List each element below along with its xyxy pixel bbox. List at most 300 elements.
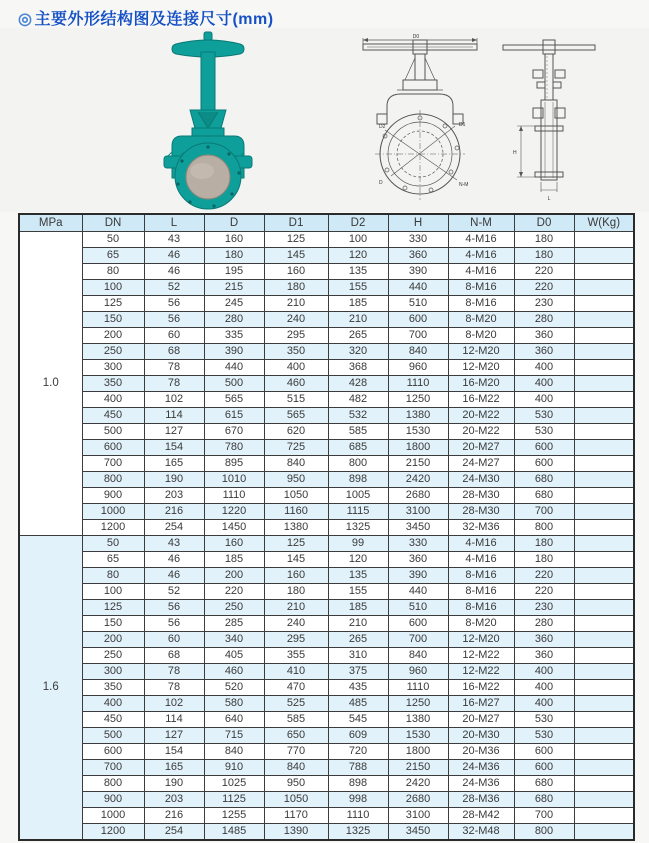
table-cell: 102 bbox=[144, 696, 204, 712]
table-cell: 60 bbox=[144, 632, 204, 648]
table-cell: 900 bbox=[82, 488, 144, 504]
table-cell: 220 bbox=[514, 568, 574, 584]
table-cell: 135 bbox=[328, 264, 388, 280]
table-cell: 1005 bbox=[328, 488, 388, 504]
table-cell: 482 bbox=[328, 392, 388, 408]
table-cell: 216 bbox=[144, 504, 204, 520]
table-cell: 960 bbox=[388, 664, 448, 680]
table-cell: 715 bbox=[204, 728, 264, 744]
table-cell: 355 bbox=[264, 648, 328, 664]
table-row bbox=[19, 264, 634, 280]
mpa-group-label: 1.6 bbox=[19, 536, 82, 841]
table-cell bbox=[574, 264, 634, 280]
table-row bbox=[19, 504, 634, 520]
table-cell: 525 bbox=[264, 696, 328, 712]
table-cell: 1380 bbox=[388, 408, 448, 424]
table-cell: 250 bbox=[204, 600, 264, 616]
table-cell: 120 bbox=[328, 552, 388, 568]
table-cell: 428 bbox=[328, 376, 388, 392]
table-cell: 368 bbox=[328, 360, 388, 376]
table-cell: 28-M36 bbox=[448, 792, 514, 808]
table-cell: 24-M36 bbox=[448, 760, 514, 776]
table-cell: 56 bbox=[144, 296, 204, 312]
table-cell bbox=[574, 632, 634, 648]
table-cell: 375 bbox=[328, 664, 388, 680]
table-cell bbox=[574, 280, 634, 296]
table-cell: 585 bbox=[328, 424, 388, 440]
table-cell: 1010 bbox=[204, 472, 264, 488]
table-cell: 1000 bbox=[82, 808, 144, 824]
table-cell: 185 bbox=[204, 552, 264, 568]
table-cell: 1325 bbox=[328, 824, 388, 841]
table-cell: 145 bbox=[264, 552, 328, 568]
table-cell: 8-M16 bbox=[448, 568, 514, 584]
table-cell: 670 bbox=[204, 424, 264, 440]
table-cell: 195 bbox=[204, 264, 264, 280]
table-cell: 16-M22 bbox=[448, 392, 514, 408]
table-cell: 800 bbox=[514, 520, 574, 536]
table-cell: 240 bbox=[264, 312, 328, 328]
table-cell: 400 bbox=[82, 696, 144, 712]
table-cell: 210 bbox=[264, 296, 328, 312]
table-cell: 210 bbox=[264, 600, 328, 616]
table-cell: 600 bbox=[514, 440, 574, 456]
table-cell: 400 bbox=[514, 680, 574, 696]
table-row bbox=[19, 712, 634, 728]
table-cell: 330 bbox=[388, 232, 448, 248]
table-cell: 2680 bbox=[388, 488, 448, 504]
table-cell: 250 bbox=[82, 648, 144, 664]
table-cell: 1220 bbox=[204, 504, 264, 520]
table-cell: 515 bbox=[264, 392, 328, 408]
table-cell: 56 bbox=[144, 600, 204, 616]
table-cell: 180 bbox=[204, 248, 264, 264]
table-cell: 400 bbox=[264, 360, 328, 376]
table-cell: 390 bbox=[388, 264, 448, 280]
table-cell bbox=[574, 760, 634, 776]
table-cell: 99 bbox=[328, 536, 388, 552]
table-cell: 1025 bbox=[204, 776, 264, 792]
table-cell: 530 bbox=[514, 408, 574, 424]
table-cell: 265 bbox=[328, 328, 388, 344]
dim-label-d: D bbox=[379, 180, 383, 186]
table-cell: 28-M42 bbox=[448, 808, 514, 824]
table-cell: 125 bbox=[264, 536, 328, 552]
column-header: D2 bbox=[328, 214, 388, 232]
table-cell: 3450 bbox=[388, 520, 448, 536]
table-cell: 46 bbox=[144, 264, 204, 280]
table-cell: 56 bbox=[144, 616, 204, 632]
table-cell: 1125 bbox=[204, 792, 264, 808]
valve-outline-side-view bbox=[503, 40, 595, 202]
table-cell: 20-M36 bbox=[448, 744, 514, 760]
page-title bbox=[18, 6, 274, 29]
table-cell: 600 bbox=[514, 456, 574, 472]
table-cell bbox=[574, 408, 634, 424]
table-cell: 585 bbox=[264, 712, 328, 728]
table-cell: 400 bbox=[514, 360, 574, 376]
table-cell: 485 bbox=[328, 696, 388, 712]
table-cell: 3100 bbox=[388, 808, 448, 824]
table-cell: 450 bbox=[82, 408, 144, 424]
table-cell: 530 bbox=[514, 728, 574, 744]
table-cell: 215 bbox=[204, 280, 264, 296]
table-cell: 1160 bbox=[264, 504, 328, 520]
table-row bbox=[19, 296, 634, 312]
table-cell: 56 bbox=[144, 312, 204, 328]
table-cell: 360 bbox=[514, 648, 574, 664]
table-cell: 532 bbox=[328, 408, 388, 424]
table-cell: 700 bbox=[514, 504, 574, 520]
table-row bbox=[19, 520, 634, 536]
column-header: MPa bbox=[19, 214, 82, 232]
table-cell: 400 bbox=[514, 664, 574, 680]
table-cell: 350 bbox=[82, 376, 144, 392]
table-cell: 24-M27 bbox=[448, 456, 514, 472]
table-cell: 1390 bbox=[264, 824, 328, 841]
table-cell bbox=[574, 808, 634, 824]
table-cell bbox=[574, 376, 634, 392]
table-cell: 160 bbox=[204, 536, 264, 552]
table-cell: 950 bbox=[264, 776, 328, 792]
double-circle-icon: ◎ bbox=[18, 11, 33, 28]
table-row bbox=[19, 744, 634, 760]
table-cell: 360 bbox=[388, 552, 448, 568]
table-cell: 1200 bbox=[82, 520, 144, 536]
table-cell: 125 bbox=[264, 232, 328, 248]
table-cell: 800 bbox=[328, 456, 388, 472]
table-cell: 1380 bbox=[264, 520, 328, 536]
table-cell: 700 bbox=[82, 456, 144, 472]
table-cell: 114 bbox=[144, 408, 204, 424]
table-cell: 600 bbox=[82, 440, 144, 456]
table-cell: 100 bbox=[82, 584, 144, 600]
table-cell bbox=[574, 328, 634, 344]
table-cell bbox=[574, 696, 634, 712]
table-cell: 360 bbox=[388, 248, 448, 264]
table-cell: 620 bbox=[264, 424, 328, 440]
table-cell: 895 bbox=[204, 456, 264, 472]
table-cell: 50 bbox=[82, 536, 144, 552]
table-cell: 460 bbox=[204, 664, 264, 680]
table-cell: 680 bbox=[514, 792, 574, 808]
table-cell: 390 bbox=[204, 344, 264, 360]
table-cell: 600 bbox=[388, 616, 448, 632]
table-cell: 12-M20 bbox=[448, 632, 514, 648]
table-cell: 200 bbox=[82, 632, 144, 648]
table-cell: 320 bbox=[328, 344, 388, 360]
table-cell bbox=[574, 792, 634, 808]
table-cell: 230 bbox=[514, 296, 574, 312]
table-cell: 400 bbox=[514, 696, 574, 712]
table-cell: 530 bbox=[514, 424, 574, 440]
table-cell: 295 bbox=[264, 632, 328, 648]
knife-gate-valve-render bbox=[120, 28, 280, 212]
table-cell: 2680 bbox=[388, 792, 448, 808]
table-cell bbox=[574, 360, 634, 376]
table-cell bbox=[574, 472, 634, 488]
table-cell: 114 bbox=[144, 712, 204, 728]
table-cell: 800 bbox=[82, 472, 144, 488]
table-cell: 50 bbox=[82, 232, 144, 248]
table-cell: 1250 bbox=[388, 696, 448, 712]
figure-area bbox=[0, 28, 649, 212]
table-row bbox=[19, 248, 634, 264]
table-cell: 46 bbox=[144, 552, 204, 568]
table-cell: 1170 bbox=[264, 808, 328, 824]
table-cell: 8-M20 bbox=[448, 312, 514, 328]
table-row bbox=[19, 664, 634, 680]
table-cell: 470 bbox=[264, 680, 328, 696]
table-cell: 43 bbox=[144, 232, 204, 248]
table-cell: 80 bbox=[82, 264, 144, 280]
table-cell: 220 bbox=[514, 584, 574, 600]
table-cell: 145 bbox=[264, 248, 328, 264]
table-cell: 12-M20 bbox=[448, 360, 514, 376]
table-cell: 565 bbox=[264, 408, 328, 424]
table-cell: 155 bbox=[328, 584, 388, 600]
table-cell: 180 bbox=[514, 552, 574, 568]
table-cell: 998 bbox=[328, 792, 388, 808]
table-cell: 1450 bbox=[204, 520, 264, 536]
table-cell: 200 bbox=[82, 328, 144, 344]
table-row bbox=[19, 824, 634, 841]
table-cell: 780 bbox=[204, 440, 264, 456]
table-cell: 185 bbox=[328, 296, 388, 312]
table-cell: 216 bbox=[144, 808, 204, 824]
table-cell bbox=[574, 248, 634, 264]
table-row bbox=[19, 584, 634, 600]
table-cell bbox=[574, 552, 634, 568]
table-cell: 400 bbox=[514, 392, 574, 408]
table-cell: 410 bbox=[264, 664, 328, 680]
table-row bbox=[19, 728, 634, 744]
table-cell: 20-M27 bbox=[448, 440, 514, 456]
table-row bbox=[19, 360, 634, 376]
table-cell: 280 bbox=[204, 312, 264, 328]
table-cell: 3100 bbox=[388, 504, 448, 520]
table-cell: 78 bbox=[144, 680, 204, 696]
table-cell: 8-M16 bbox=[448, 296, 514, 312]
table-cell: 155 bbox=[328, 280, 388, 296]
table-cell: 840 bbox=[264, 760, 328, 776]
table-cell: 545 bbox=[328, 712, 388, 728]
table-cell bbox=[574, 392, 634, 408]
table-cell: 350 bbox=[82, 680, 144, 696]
table-cell: 180 bbox=[514, 248, 574, 264]
table-row bbox=[19, 680, 634, 696]
table-cell: 1050 bbox=[264, 488, 328, 504]
table-cell: 100 bbox=[82, 280, 144, 296]
table-cell: 1110 bbox=[204, 488, 264, 504]
table-cell: 500 bbox=[204, 376, 264, 392]
dim-label-d1: D1 bbox=[459, 122, 466, 128]
table-cell: 440 bbox=[388, 584, 448, 600]
table-cell: 650 bbox=[264, 728, 328, 744]
table-cell bbox=[574, 424, 634, 440]
table-row bbox=[19, 568, 634, 584]
table-cell bbox=[574, 776, 634, 792]
table-cell: 127 bbox=[144, 728, 204, 744]
table-cell: 24-M36 bbox=[448, 776, 514, 792]
table-cell: 245 bbox=[204, 296, 264, 312]
table-row bbox=[19, 376, 634, 392]
table-row bbox=[19, 408, 634, 424]
table-cell: 78 bbox=[144, 360, 204, 376]
table-cell: 12-M20 bbox=[448, 344, 514, 360]
table-cell: 680 bbox=[514, 488, 574, 504]
table-cell bbox=[574, 440, 634, 456]
table-cell: 46 bbox=[144, 568, 204, 584]
table-cell: 1325 bbox=[328, 520, 388, 536]
table-row bbox=[19, 696, 634, 712]
table-cell: 335 bbox=[204, 328, 264, 344]
table-cell: 800 bbox=[82, 776, 144, 792]
table-cell: 960 bbox=[388, 360, 448, 376]
table-cell bbox=[574, 680, 634, 696]
table-cell: 254 bbox=[144, 520, 204, 536]
table-cell bbox=[574, 504, 634, 520]
table-cell bbox=[574, 488, 634, 504]
table-cell: 898 bbox=[328, 776, 388, 792]
table-cell: 220 bbox=[514, 280, 574, 296]
table-cell bbox=[574, 536, 634, 552]
table-cell: 840 bbox=[204, 744, 264, 760]
table-cell: 350 bbox=[264, 344, 328, 360]
table-cell: 125 bbox=[82, 296, 144, 312]
table-cell: 203 bbox=[144, 792, 204, 808]
table-cell bbox=[574, 232, 634, 248]
table-cell: 435 bbox=[328, 680, 388, 696]
table-row bbox=[19, 312, 634, 328]
table-cell: 180 bbox=[264, 280, 328, 296]
table-cell: 285 bbox=[204, 616, 264, 632]
table-cell: 20-M22 bbox=[448, 408, 514, 424]
table-cell: 788 bbox=[328, 760, 388, 776]
table-cell bbox=[574, 520, 634, 536]
table-cell: 1050 bbox=[264, 792, 328, 808]
table-cell: 150 bbox=[82, 312, 144, 328]
table-cell: 154 bbox=[144, 440, 204, 456]
table-cell: 615 bbox=[204, 408, 264, 424]
table-cell: 200 bbox=[204, 568, 264, 584]
column-header: DN bbox=[82, 214, 144, 232]
table-cell: 150 bbox=[82, 616, 144, 632]
table-cell: 8-M20 bbox=[448, 616, 514, 632]
table-cell: 1110 bbox=[328, 808, 388, 824]
table-cell: 190 bbox=[144, 472, 204, 488]
table-cell: 16-M20 bbox=[448, 376, 514, 392]
table-cell: 127 bbox=[144, 424, 204, 440]
table-row bbox=[19, 808, 634, 824]
table-cell: 510 bbox=[388, 600, 448, 616]
table-cell bbox=[574, 664, 634, 680]
table-cell: 280 bbox=[514, 312, 574, 328]
table-row bbox=[19, 440, 634, 456]
table-cell: 32-M36 bbox=[448, 520, 514, 536]
table-cell bbox=[574, 616, 634, 632]
table-cell: 52 bbox=[144, 280, 204, 296]
table-cell: 1800 bbox=[388, 440, 448, 456]
table-cell: 700 bbox=[388, 328, 448, 344]
table-row bbox=[19, 776, 634, 792]
table-cell: 340 bbox=[204, 632, 264, 648]
table-cell: 600 bbox=[82, 744, 144, 760]
table-cell: 135 bbox=[328, 568, 388, 584]
table-cell: 600 bbox=[514, 744, 574, 760]
table-cell: 24-M30 bbox=[448, 472, 514, 488]
table-cell: 8-M16 bbox=[448, 600, 514, 616]
table-cell: 2150 bbox=[388, 760, 448, 776]
table-cell bbox=[574, 568, 634, 584]
table-cell: 52 bbox=[144, 584, 204, 600]
table-cell: 230 bbox=[514, 600, 574, 616]
table-row bbox=[19, 424, 634, 440]
table-cell: 1000 bbox=[82, 504, 144, 520]
table-cell: 16-M22 bbox=[448, 680, 514, 696]
table-cell: 1255 bbox=[204, 808, 264, 824]
table-cell: 28-M30 bbox=[448, 488, 514, 504]
table-cell bbox=[574, 456, 634, 472]
table-cell: 510 bbox=[388, 296, 448, 312]
table-row bbox=[19, 760, 634, 776]
table-cell: 440 bbox=[388, 280, 448, 296]
table-cell: 800 bbox=[514, 824, 574, 841]
table-cell: 440 bbox=[204, 360, 264, 376]
table-cell bbox=[574, 744, 634, 760]
table-cell: 3450 bbox=[388, 824, 448, 841]
table-cell bbox=[574, 600, 634, 616]
table-cell: 8-M16 bbox=[448, 280, 514, 296]
table-cell: 1110 bbox=[388, 680, 448, 696]
table-cell: 43 bbox=[144, 536, 204, 552]
table-cell: 78 bbox=[144, 664, 204, 680]
table-cell: 400 bbox=[82, 392, 144, 408]
table-cell: 190 bbox=[144, 776, 204, 792]
table-cell: 500 bbox=[82, 424, 144, 440]
table-cell: 180 bbox=[514, 232, 574, 248]
table-cell: 2420 bbox=[388, 776, 448, 792]
table-cell: 180 bbox=[264, 584, 328, 600]
table-cell: 20-M30 bbox=[448, 728, 514, 744]
table-cell: 165 bbox=[144, 760, 204, 776]
table-cell: 4-M16 bbox=[448, 248, 514, 264]
table-cell: 102 bbox=[144, 392, 204, 408]
table-cell bbox=[574, 296, 634, 312]
table-cell: 12-M22 bbox=[448, 648, 514, 664]
mpa-group-label: 1.0 bbox=[19, 232, 82, 536]
dim-label-h: H bbox=[513, 150, 517, 156]
table-cell: 1200 bbox=[82, 824, 144, 841]
table-cell bbox=[574, 312, 634, 328]
table-cell: 100 bbox=[328, 232, 388, 248]
table-row bbox=[19, 552, 634, 568]
table-cell: 160 bbox=[204, 232, 264, 248]
page-title-text: 主要外形结构图及连接尺寸(mm) bbox=[34, 11, 274, 28]
column-header: D bbox=[204, 214, 264, 232]
table-cell: 1110 bbox=[388, 376, 448, 392]
table-cell: 565 bbox=[204, 392, 264, 408]
table-cell: 125 bbox=[82, 600, 144, 616]
table-cell: 700 bbox=[82, 760, 144, 776]
table-cell: 160 bbox=[264, 264, 328, 280]
table-cell bbox=[574, 824, 634, 841]
table-cell: 1530 bbox=[388, 424, 448, 440]
table-cell: 28-M30 bbox=[448, 504, 514, 520]
dimension-table bbox=[18, 213, 635, 841]
table-cell: 1485 bbox=[204, 824, 264, 841]
table-cell bbox=[574, 728, 634, 744]
